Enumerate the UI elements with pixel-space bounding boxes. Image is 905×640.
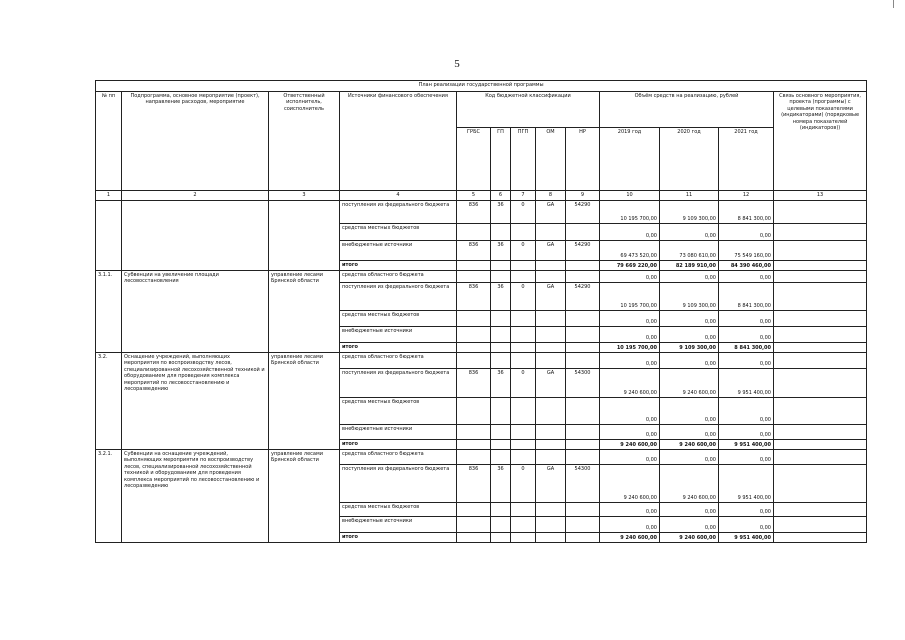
column-number: 3 <box>269 191 340 201</box>
amount-2019: 10 195 700,00 <box>600 343 660 353</box>
header-np: НР <box>566 128 600 191</box>
indicator-link <box>774 261 867 271</box>
code-gp <box>491 450 511 465</box>
amount-2021: 75 549 160,00 <box>719 241 774 261</box>
code-grbs: 836 <box>457 369 491 398</box>
amount-2020: 82 189 910,00 <box>660 261 719 271</box>
row-number: 3.2.1. <box>96 450 122 543</box>
code-np <box>566 440 600 450</box>
indicator-link <box>774 450 867 465</box>
code-gp <box>491 353 511 369</box>
program-name: Субвенции на увеличение площади лесовосстановления <box>122 271 269 353</box>
funding-source: итого <box>340 261 457 271</box>
funding-source: поступления из федерального бюджета <box>340 201 457 224</box>
column-number: 10 <box>600 191 660 201</box>
amount-2021: 8 841 300,00 <box>719 343 774 353</box>
code-grbs <box>457 440 491 450</box>
amount-2019: 9 240 600,00 <box>600 440 660 450</box>
code-pgp <box>511 533 536 543</box>
code-gp: 36 <box>491 241 511 261</box>
amount-2020: 9 240 600,00 <box>660 440 719 450</box>
amount-2021: 9 951 400,00 <box>719 369 774 398</box>
code-gp <box>491 327 511 343</box>
code-om <box>536 353 566 369</box>
amount-2021: 8 841 300,00 <box>719 283 774 311</box>
header-executor: Ответственный исполнитель, соисполнитель <box>269 92 340 191</box>
table-title-row <box>96 81 867 92</box>
header-pgp: ПГП <box>511 128 536 191</box>
column-number: 11 <box>660 191 719 201</box>
amount-2019: 0,00 <box>600 311 660 327</box>
amount-2019: 0,00 <box>600 398 660 425</box>
indicator-link <box>774 224 867 241</box>
code-pgp <box>511 327 536 343</box>
code-om: GA <box>536 465 566 503</box>
amount-2020: 0,00 <box>660 503 719 517</box>
amount-2021: 0,00 <box>719 503 774 517</box>
plan-table <box>95 80 867 543</box>
header-program: Подпрограмма, основное мероприятие (проект), направление расходов, мероприятие <box>122 92 269 191</box>
amount-2019: 0,00 <box>600 224 660 241</box>
header-sources: Источники финансового обеспечения <box>340 92 457 191</box>
code-om <box>536 533 566 543</box>
code-gp <box>491 311 511 327</box>
executor: управление лесами Брянской области <box>269 353 340 450</box>
code-pgp <box>511 311 536 327</box>
header-grbs: ГРБС <box>457 128 491 191</box>
indicator-link <box>774 327 867 343</box>
header-om: ОМ <box>536 128 566 191</box>
code-pgp <box>511 261 536 271</box>
code-grbs <box>457 261 491 271</box>
code-om: GA <box>536 283 566 311</box>
code-grbs: 836 <box>457 283 491 311</box>
column-number: 5 <box>457 191 491 201</box>
executor: управление лесами Брянской области <box>269 450 340 543</box>
code-pgp <box>511 503 536 517</box>
amount-2019: 9 240 600,00 <box>600 465 660 503</box>
program-name <box>122 201 269 271</box>
amount-2019: 69 473 520,00 <box>600 241 660 261</box>
code-gp <box>491 440 511 450</box>
column-number-row <box>96 191 867 201</box>
code-pgp <box>511 353 536 369</box>
code-pgp <box>511 224 536 241</box>
funding-source: внебюджетные источники <box>340 517 457 533</box>
funding-source: средства областного бюджета <box>340 450 457 465</box>
amount-2020: 0,00 <box>660 271 719 283</box>
amount-2021: 0,00 <box>719 425 774 440</box>
amount-2020: 9 240 600,00 <box>660 533 719 543</box>
amount-2020: 9 240 600,00 <box>660 465 719 503</box>
plan-table-wrap <box>95 80 867 543</box>
indicator-link <box>774 517 867 533</box>
code-om: GA <box>536 201 566 224</box>
amount-2020: 0,00 <box>660 450 719 465</box>
row-number <box>96 201 122 271</box>
amount-2021: 0,00 <box>719 224 774 241</box>
header-budget-code: Код бюджетной классификации <box>457 92 600 128</box>
amount-2019: 0,00 <box>600 517 660 533</box>
amount-2019: 79 669 220,00 <box>600 261 660 271</box>
amount-2019: 0,00 <box>600 425 660 440</box>
indicator-link <box>774 343 867 353</box>
table-row <box>96 450 867 465</box>
code-np <box>566 398 600 425</box>
code-gp <box>491 425 511 440</box>
column-number: 13 <box>774 191 867 201</box>
indicator-link <box>774 425 867 440</box>
code-pgp <box>511 440 536 450</box>
code-np: 54300 <box>566 465 600 503</box>
scan-edge-mark <box>893 0 894 8</box>
code-pgp: 0 <box>511 283 536 311</box>
code-grbs <box>457 224 491 241</box>
amount-2020: 9 109 300,00 <box>660 283 719 311</box>
code-gp <box>491 517 511 533</box>
funding-source: поступления из федерального бюджета <box>340 369 457 398</box>
code-np <box>566 343 600 353</box>
amount-2019: 0,00 <box>600 327 660 343</box>
indicator-link <box>774 201 867 224</box>
amount-2020: 0,00 <box>660 327 719 343</box>
code-np <box>566 327 600 343</box>
code-np <box>566 353 600 369</box>
amount-2020: 73 080 610,00 <box>660 241 719 261</box>
code-om <box>536 343 566 353</box>
funding-source: средства местных бюджетов <box>340 224 457 241</box>
header-row <box>96 92 867 128</box>
code-np: 54300 <box>566 369 600 398</box>
program-name: Субвенции на оснащение учреждений, выполняющих мероприятия по воспроизводству лесов, специализированной лесохозяйственной техникой и оборудованием для проведения комплекса мероприятий по лесовосстановлению и лесоразведению <box>122 450 269 543</box>
code-grbs <box>457 398 491 425</box>
indicator-link <box>774 398 867 425</box>
code-grbs <box>457 353 491 369</box>
code-gp <box>491 224 511 241</box>
header-link: Связь основного мероприятия, проекта (программы) с целевыми показателями (индикаторами) (порядковые номера показателей (индикаторов)) <box>774 92 867 191</box>
code-grbs <box>457 343 491 353</box>
code-om <box>536 398 566 425</box>
funding-source: средства местных бюджетов <box>340 398 457 425</box>
amount-2020: 0,00 <box>660 224 719 241</box>
executor: управление лесами Брянской области <box>269 271 340 353</box>
page-number: 5 <box>454 58 460 70</box>
code-grbs <box>457 425 491 440</box>
amount-2019: 0,00 <box>600 353 660 369</box>
code-gp <box>491 503 511 517</box>
table-row <box>96 353 867 369</box>
program-name: Оснащение учреждений, выполняющих мероприятия по воспроизводству лесов, специализированной лесохозяйственной техникой и оборудованием для проведения комплекса мероприятий по лесовосстановлению и лесоразведению <box>122 353 269 450</box>
amount-2021: 9 951 400,00 <box>719 465 774 503</box>
code-pgp <box>511 343 536 353</box>
indicator-link <box>774 271 867 283</box>
table-title: План реализации государственной программы <box>96 81 867 92</box>
amount-2021: 0,00 <box>719 353 774 369</box>
amount-2021: 0,00 <box>719 327 774 343</box>
funding-source: внебюджетные источники <box>340 241 457 261</box>
indicator-link <box>774 353 867 369</box>
table-row <box>96 201 867 224</box>
funding-source: итого <box>340 440 457 450</box>
funding-source: средства областного бюджета <box>340 353 457 369</box>
code-om: GA <box>536 369 566 398</box>
amount-2020: 0,00 <box>660 398 719 425</box>
amount-2021: 0,00 <box>719 271 774 283</box>
code-pgp <box>511 271 536 283</box>
code-grbs: 836 <box>457 241 491 261</box>
code-om <box>536 261 566 271</box>
code-pgp <box>511 517 536 533</box>
code-om <box>536 450 566 465</box>
code-grbs <box>457 450 491 465</box>
amount-2020: 9 240 600,00 <box>660 369 719 398</box>
code-gp <box>491 343 511 353</box>
amount-2021: 84 390 460,00 <box>719 261 774 271</box>
code-pgp: 0 <box>511 465 536 503</box>
funding-source: средства местных бюджетов <box>340 311 457 327</box>
header-num: № пп <box>96 92 122 191</box>
indicator-link <box>774 241 867 261</box>
code-om: GA <box>536 241 566 261</box>
code-om <box>536 327 566 343</box>
amount-2020: 9 109 300,00 <box>660 201 719 224</box>
column-number: 2 <box>122 191 269 201</box>
funding-source: итого <box>340 343 457 353</box>
code-np <box>566 450 600 465</box>
table-row <box>96 271 867 283</box>
code-np <box>566 224 600 241</box>
code-np <box>566 503 600 517</box>
header-gp: ГП <box>491 128 511 191</box>
code-pgp <box>511 450 536 465</box>
code-np: 54290 <box>566 201 600 224</box>
amount-2020: 0,00 <box>660 425 719 440</box>
code-om <box>536 271 566 283</box>
column-number: 1 <box>96 191 122 201</box>
code-grbs <box>457 533 491 543</box>
amount-2021: 9 951 400,00 <box>719 440 774 450</box>
code-gp: 36 <box>491 369 511 398</box>
code-np <box>566 425 600 440</box>
column-number: 4 <box>340 191 457 201</box>
code-np <box>566 271 600 283</box>
code-grbs <box>457 327 491 343</box>
code-pgp <box>511 425 536 440</box>
code-om <box>536 425 566 440</box>
code-om <box>536 517 566 533</box>
code-grbs <box>457 271 491 283</box>
code-np <box>566 261 600 271</box>
header-2020: 2020 год <box>660 128 719 191</box>
indicator-link <box>774 533 867 543</box>
code-np <box>566 533 600 543</box>
funding-source: итого <box>340 533 457 543</box>
amount-2021: 0,00 <box>719 311 774 327</box>
code-grbs <box>457 311 491 327</box>
indicator-link <box>774 283 867 311</box>
amount-2020: 0,00 <box>660 517 719 533</box>
code-om <box>536 440 566 450</box>
code-gp <box>491 533 511 543</box>
column-number: 8 <box>536 191 566 201</box>
code-gp <box>491 261 511 271</box>
amount-2019: 0,00 <box>600 450 660 465</box>
header-2019: 2019 год <box>600 128 660 191</box>
plan-table-body <box>96 81 867 543</box>
code-gp: 36 <box>491 283 511 311</box>
code-grbs: 836 <box>457 465 491 503</box>
amount-2021: 8 841 300,00 <box>719 201 774 224</box>
column-number: 6 <box>491 191 511 201</box>
funding-source: средства областного бюджета <box>340 271 457 283</box>
amount-2021: 0,00 <box>719 450 774 465</box>
amount-2021: 9 951 400,00 <box>719 533 774 543</box>
amount-2019: 0,00 <box>600 271 660 283</box>
funding-source: средства местных бюджетов <box>340 503 457 517</box>
indicator-link <box>774 311 867 327</box>
funding-source: внебюджетные источники <box>340 327 457 343</box>
code-grbs <box>457 503 491 517</box>
code-om <box>536 503 566 517</box>
code-pgp: 0 <box>511 201 536 224</box>
amount-2020: 0,00 <box>660 311 719 327</box>
column-number: 7 <box>511 191 536 201</box>
code-np <box>566 517 600 533</box>
code-np <box>566 311 600 327</box>
code-gp <box>491 398 511 425</box>
amount-2019: 10 195 700,00 <box>600 201 660 224</box>
code-gp <box>491 271 511 283</box>
executor <box>269 201 340 271</box>
header-2021: 2021 год <box>719 128 774 191</box>
column-number: 12 <box>719 191 774 201</box>
funding-source: поступления из федерального бюджета <box>340 283 457 311</box>
funding-source: поступления из федерального бюджета <box>340 465 457 503</box>
code-om <box>536 224 566 241</box>
row-number: 3.2. <box>96 353 122 450</box>
header-volume: Объём средств на реализацию, рублей <box>600 92 774 128</box>
amount-2021: 0,00 <box>719 517 774 533</box>
column-number: 9 <box>566 191 600 201</box>
code-gp: 36 <box>491 465 511 503</box>
indicator-link <box>774 369 867 398</box>
code-pgp: 0 <box>511 369 536 398</box>
code-np: 54290 <box>566 241 600 261</box>
code-np: 54290 <box>566 283 600 311</box>
indicator-link <box>774 503 867 517</box>
funding-source: внебюджетные источники <box>340 425 457 440</box>
amount-2021: 0,00 <box>719 398 774 425</box>
amount-2019: 9 240 600,00 <box>600 369 660 398</box>
code-pgp: 0 <box>511 241 536 261</box>
code-grbs <box>457 517 491 533</box>
code-pgp <box>511 398 536 425</box>
code-om <box>536 311 566 327</box>
amount-2019: 10 195 700,00 <box>600 283 660 311</box>
code-grbs: 836 <box>457 201 491 224</box>
row-number: 3.1.1. <box>96 271 122 353</box>
amount-2020: 9 109 300,00 <box>660 343 719 353</box>
indicator-link <box>774 440 867 450</box>
amount-2019: 0,00 <box>600 503 660 517</box>
amount-2019: 9 240 600,00 <box>600 533 660 543</box>
amount-2020: 0,00 <box>660 353 719 369</box>
code-gp: 36 <box>491 201 511 224</box>
indicator-link <box>774 465 867 503</box>
